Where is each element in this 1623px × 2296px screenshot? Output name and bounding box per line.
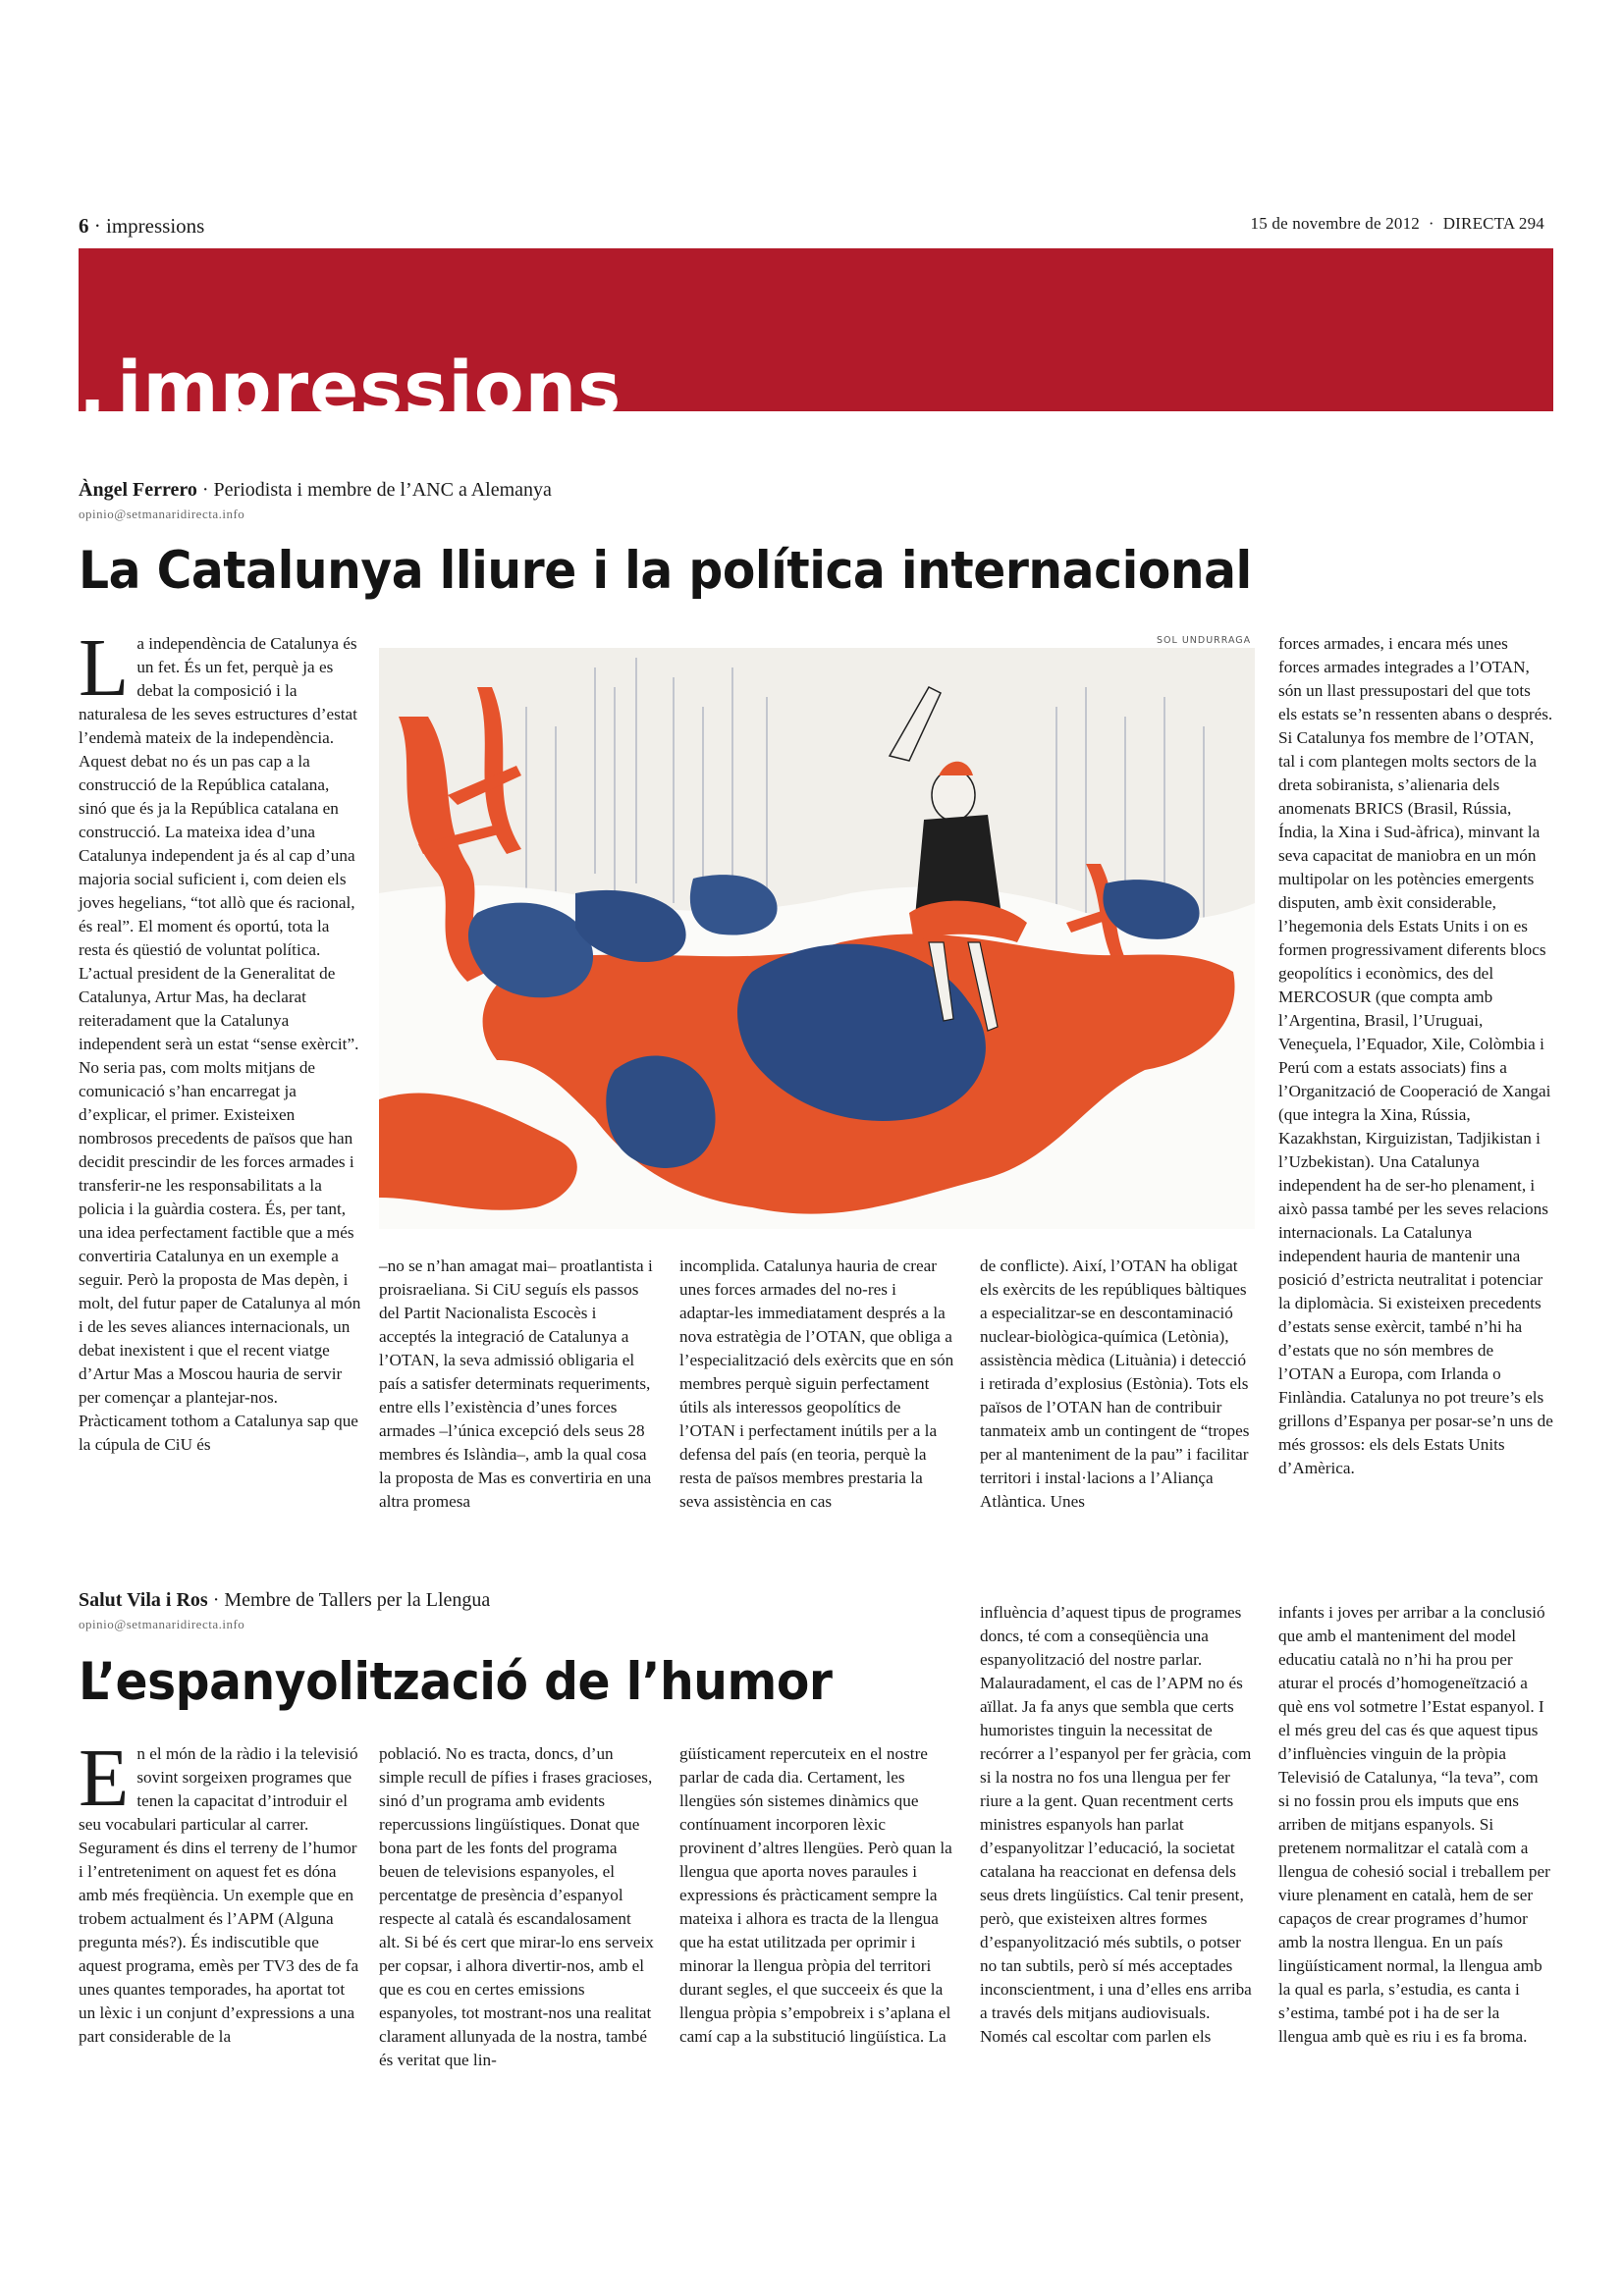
illustration-artwork — [379, 648, 1255, 1229]
article1-author: Àngel Ferrero — [79, 479, 197, 501]
article2-col1-text: n el món de la ràdio i la televisió sovint sorgeixen programes que tenen la capacitat d’introduir el seu vocabulari particular al carrer. Segurament és dins el terreny de l’humor i l’entreteniment on aquest fet es dóna amb més freqüència. Un exemple que en trobem actualment és l’APM (Alguna pregunta més?). És indiscutible que aquest programa, emès per TV3 des de fa unes quantes temporades, ha aportat tot un lèxic i un conjunt d’expressions a una part considerable de la — [79, 1744, 359, 2046]
article2-author: Salut Vila i Ros — [79, 1589, 208, 1611]
article2-column-4: influència d’aquest tipus de programes doncs, té com a conseqüència una espanyolització del nostre parlar. Malauradament, el cas de l’APM no és aïllat. Ja fa anys que sembla que certs humoristes tinguin la necessitat de recórrer a l’espanyol per fer gràcia, com si la nostra no fos una llengua per fer riure a la gent. Quan recentment certs ministres espanyols han parlat d’espanyolitzar l’educació, la societat catalana ha reaccionat en defensa dels seus drets lingüístics. Cal tenir present, però, que existeixen altres formes d’espanyolització més subtils, o potser no tan subtils, però sí més acceptades inconscientment, i una d’elles ens arriba a través dels mitjans audiovisuals. Només cal escoltar com parlen els — [980, 1603, 1252, 2046]
article2-dropcap: E — [79, 1733, 130, 1824]
article2-headline: L’espanyolització de l’humor — [79, 1652, 833, 1712]
article1-email: opinio@setmanaridirecta.info — [79, 507, 245, 521]
page-folio — [79, 214, 204, 239]
article1-column-2: –no se n’han amagat mai– proatlantista i proisraeliana. Si CiU seguís els passos del Partit Nacionalista Escocès i acceptés la integració de Catalunya a l’OTAN, la seva admissió obligaria el país a satisfer determinats requeriments, entre ells l’existència d’unes forces armades –l’única excepció dels seus 28 membres és Islàndia–, amb la qual cosa la proposta de Mas es convertiria en una altra promesa — [379, 1256, 653, 1511]
issue-date: 15 de novembre de 2012 — [1250, 214, 1420, 233]
article1-column-4: de conflicte). Així, l’OTAN ha obligat els exèrcits de les repúbliques bàltiques a especialitzar-se en descontaminació nuclear-biològica-química (Letònia), assistència mèdica (Lituània) i detecció i retirada d’explosius (Estònia). Tots els països de l’OTAN han de contribuir tanmateix amb un contingent de “tropes per al manteniment de la pau” i facilitar territori i instal·lacions a l’Aliança Atlàntica. Unes — [980, 1256, 1250, 1511]
article2-column-5: infants i joves per arribar a la conclusió que amb el manteniment del model educatiu català no n’hi ha prou per aturar el procés d’homogeneïtzació a què ens vol sotmetre l’Estat espanyol. I el més greu del cas és que aquest tipus d’influències vinguin de la pròpia Televisió de Catalunya, “la teva”, com si no fossin prou els imputs que ens arriben de mitjans espanyols. Si pretenem normalitzar el català com a llengua de cohesió social i treballem per viure plenament en català, hem de ser capaços de crear programes d’humor amb la nostra llengua. En un país lingüísticament normal, la llengua amb la qual es parla, s’estudia, es canta i s’estima, també pot i ha de ser la llengua amb què es riu i es fa broma. — [1278, 1603, 1550, 2046]
article1-dropcap: L — [79, 622, 130, 714]
illustration-credit: SOL UNDURRAGA — [1157, 635, 1252, 646]
article2-role: · Membre de Tallers per la Llengua — [207, 1589, 491, 1611]
article1-col1-text: a independència de Catalunya és un fet. És un fet, perquè ja es debat la composició i la naturalesa de les seves estructures d’estat l’endemà mateix de la independència. Aquest debat no és un pas cap a la construcció de la República catalana, sinó que és ja la República catalana en construcció. La mateixa idea d’una Catalunya independent ja és al cap d’una majoria social suficient i, com deien els joves hegelians, “tot allò que és racional, és real”. El moment és oportú, tota la resta és qüestió de voluntat política. L’actual president de la Generalitat de Catalunya, Artur Mas, ha declarat reiteradament que la Catalunya independent serà un estat “sense exèrcit”. No seria pas, com molts mitjans de comunicació s’han encarregat ja d’explicar, el primer. Existeixen nombrosos precedents de països que han decidit prescindir de les forces armades i transferir-ne les responsabilitats a la policia i la guàrdia costera. És, per tant, una idea perfectament factible que a més convertiria Catalunya en un exemple a seguir. Però la proposta de Mas depèn, i molt, del futur paper de Catalunya al món i de les seves aliances internacionals, un debat inexistent i que el recent viatge d’Artur Mas a Moscou hauria de servir per començar a plantejar-nos. Pràcticament tothom a Catalunya sap que la cúpula de CiU és — [79, 634, 361, 1454]
article2-email: opinio@setmanaridirecta.info — [79, 1617, 245, 1631]
dateline-separator: · — [1428, 214, 1434, 233]
issue-number: DIRECTA 294 — [1442, 214, 1544, 233]
article1-role: · Periodista i membre de l’ANC a Alemanya — [196, 479, 552, 501]
article2-byline — [79, 1589, 490, 1612]
section-label: · impressions — [88, 214, 205, 238]
article1-column-1 — [79, 622, 361, 1457]
article2-column-1 — [79, 1733, 361, 2049]
article1-headline: La Catalunya lliure i la política internacional — [79, 541, 1252, 601]
banner-title-text: impressions — [117, 347, 622, 431]
page-number: 6 — [79, 214, 89, 238]
article2-column-2: població. No es tracta, doncs, d’un simple recull de pífies i frases gracioses, sinó d’un programa amb evidents repercussions lingüístiques. Donat que bona part de les fonts del programa beuen de televisions espanyoles, el percentatge de presència d’espanyol respecte al català és escandalosament alt. Si bé és cert que mirar-lo ens serveix per copsar, i alhora divertir-nos, amb el que es cou en certes emissions espanyoles, tot mostrant-nos una realitat clarament allunyada de la nostra, també és veritat que lin- — [379, 1744, 654, 2069]
banner-comma: , — [79, 347, 108, 431]
section-banner — [79, 248, 1553, 431]
section-banner-title — [79, 347, 622, 431]
dateline — [1251, 214, 1544, 234]
article2-column-3: güísticament repercuteix en el nostre parlar de cada dia. Certament, les llengües són sistemes dinàmics que contínuament incorporen lèxic provinent d’altres llengües. Però quan la llengua que aporta noves paraules i expressions és pràcticament sempre la mateixa i alhora es tracta de la llengua que ha estat utilitzada per oprimir i minorar la llengua pròpia del territori durant segles, el que succeeix és que la llengua pròpia s’empobreix i s’aplana el camí cap a la substitució lingüística. La — [679, 1744, 952, 2046]
article1-column-3: incomplida. Catalunya hauria de crear unes forces armades del no-res i adaptar-les immediatament després a la nova estratègia de l’OTAN, que obliga a l’especialització dels exèrcits que en són membres perquè siguin perfectament útils als interessos geopolítics de l’OTAN i perfectament inútils per a la defensa del país (en teoria, perquè la resta de països membres prestaria la seva assistència en cas — [679, 1256, 954, 1511]
article1-illustration — [379, 648, 1255, 1229]
article1-column-5: forces armades, i encara més unes forces armades integrades a l’OTAN, són un llast pressupostari del que tots els estats se’n ressenten abans o després. Si Catalunya fos membre de l’OTAN, tal i com plantegen molts sectors de la dreta sobiranista, s’alienaria dels anomenats BRICS (Brasil, Rússia, Índia, la Xina i Sud-àfrica), minvant la seva capacitat de maniobra en un món multipolar on les potències emergents disputen, amb èxit considerable, l’hegemonia dels Estats Units i on es formen progressivament diferents blocs geopolítics i econòmics, des del MERCOSUR (que compta amb l’Argentina, Brasil, l’Uruguai, Veneçuela, l’Equador, Xile, Colòmbia i Perú com a estats associats) fins a l’Organització de Cooperació de Xangai (que integra la Xina, Rússia, Kazakhstan, Kirguizistan, Tadjikistan i l’Uzbekistan). Una Catalunya independent ha de ser-ho plenament, i això passa també per les seves relacions internacionals. La Catalunya independent hauria de mantenir una posició d’estricta neutralitat i potenciar la diplomàcia. Si existeixen precedents d’estats sense exèrcit, també n’hi ha d’estats que no són membres de l’OTAN a Europa, com Irlanda o Finlàndia. Catalunya no pot treure’s els grillons d’Espanya per posar-se’n uns de més grossos: els dels Estats Units d’Amèrica. — [1278, 634, 1553, 1477]
article1-byline — [79, 479, 552, 502]
